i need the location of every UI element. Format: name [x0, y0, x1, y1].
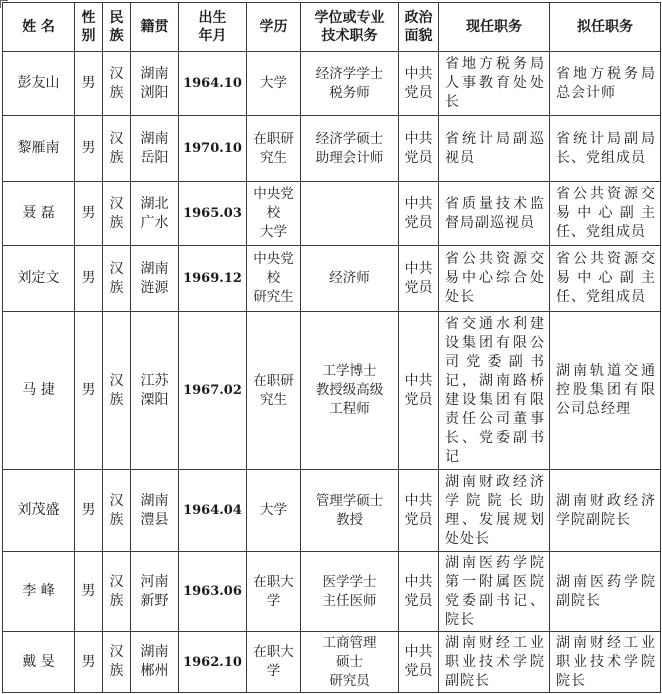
cell-origin: 湖南 澧县	[131, 470, 179, 552]
cell-origin: 湖南 浏阳	[131, 52, 179, 116]
cell-origin: 河南 新野	[131, 552, 179, 632]
header-row	[3, 3, 661, 52]
cell-politics: 中共 党员	[399, 312, 439, 470]
cell-ethnicity: 汉 族	[103, 470, 131, 552]
cell-degree: 工学博士 教授级高级 工程师	[301, 312, 399, 470]
table-body	[3, 52, 661, 693]
table-row	[3, 312, 661, 470]
cell-gender: 男	[75, 116, 103, 182]
table-row	[3, 52, 661, 116]
cell-education: 中央党 校 大学	[247, 182, 301, 246]
table-row	[3, 552, 661, 632]
cell-name: 戴 旻	[3, 632, 75, 693]
table-row	[3, 246, 661, 312]
cell-ethnicity: 汉 族	[103, 246, 131, 312]
cell-degree: 管理学硕士 教授	[301, 470, 399, 552]
cell-proposed-post: 湖南财政经济学院副院长	[550, 470, 661, 552]
header-ethnicity: 民 族	[103, 3, 131, 52]
cell-current-post: 湖南医药学院第一附属医院党委副书记、院长	[439, 552, 550, 632]
cell-ethnicity: 汉 族	[103, 52, 131, 116]
cell-degree: 工商管理 硕士 研究员	[301, 632, 399, 693]
cell-birth: 1963.06	[179, 552, 247, 632]
table-row	[3, 632, 661, 693]
cell-politics: 中共 党员	[399, 552, 439, 632]
personnel-table	[2, 2, 661, 693]
header-name: 姓 名	[3, 3, 75, 52]
cell-politics: 中共 党员	[399, 52, 439, 116]
cell-degree: 经济学硕士 助理会计师	[301, 116, 399, 182]
cell-degree: 经济师	[301, 246, 399, 312]
cell-gender: 男	[75, 312, 103, 470]
cell-gender: 男	[75, 182, 103, 246]
cell-degree: 医学学士 主任医师	[301, 552, 399, 632]
cell-proposed-post: 省公共资源交易中心副主任、党组成员	[550, 246, 661, 312]
table-row	[3, 470, 661, 552]
cell-name: 聂 磊	[3, 182, 75, 246]
cell-origin: 江苏 溧阳	[131, 312, 179, 470]
cell-proposed-post: 省统计局副局长、党组成员	[550, 116, 661, 182]
cell-politics: 中共 党员	[399, 116, 439, 182]
cell-birth: 1970.10	[179, 116, 247, 182]
cell-politics: 中共 党员	[399, 470, 439, 552]
cell-gender: 男	[75, 632, 103, 693]
cell-politics: 中共 党员	[399, 182, 439, 246]
cell-origin: 湖北 广水	[131, 182, 179, 246]
cell-birth: 1962.10	[179, 632, 247, 693]
cell-education: 在职大 学	[247, 552, 301, 632]
cell-proposed-post: 省地方税务局总会计师	[550, 52, 661, 116]
cell-origin: 湖南 涟源	[131, 246, 179, 312]
cell-gender: 男	[75, 246, 103, 312]
table-row	[3, 116, 661, 182]
cell-education: 在职研 究生	[247, 116, 301, 182]
cell-name: 彭友山	[3, 52, 75, 116]
cell-birth: 1964.04	[179, 470, 247, 552]
header-current-post: 现任职务	[439, 3, 550, 52]
cell-degree: 经济学学士 税务师	[301, 52, 399, 116]
cell-current-post: 湖南财经工业职业技术学院副院长	[439, 632, 550, 693]
cell-ethnicity: 汉 族	[103, 116, 131, 182]
header-education: 学历	[247, 3, 301, 52]
cell-gender: 男	[75, 552, 103, 632]
cell-education: 中央党 校 研究生	[247, 246, 301, 312]
cell-name: 刘茂盛	[3, 470, 75, 552]
cell-name: 刘定文	[3, 246, 75, 312]
cell-education: 在职研 究生	[247, 312, 301, 470]
cell-birth: 1967.02	[179, 312, 247, 470]
cell-politics: 中共 党员	[399, 246, 439, 312]
cell-education: 在职大 学	[247, 632, 301, 693]
table-row	[3, 182, 661, 246]
cell-current-post: 湖南财政经济学院院长助理、发展规划处处长	[439, 470, 550, 552]
header-gender: 性 别	[75, 3, 103, 52]
cell-current-post: 省质量技术监督局副巡视员	[439, 182, 550, 246]
cell-politics: 中共 党员	[399, 632, 439, 693]
cell-ethnicity: 汉 族	[103, 182, 131, 246]
header-origin: 籍贯	[131, 3, 179, 52]
cell-current-post: 省交通水利建设集团有限公司党委副书记，湖南路桥建设集团有限责任公司董事长、党委副书记	[439, 312, 550, 470]
cell-current-post: 省统计局副巡视员	[439, 116, 550, 182]
cell-education: 大学	[247, 470, 301, 552]
cell-origin: 湖南 岳阳	[131, 116, 179, 182]
cell-gender: 男	[75, 470, 103, 552]
cell-proposed-post: 湖南轨道交通控股集团有限公司总经理	[550, 312, 661, 470]
header-politics: 政治 面貌	[399, 3, 439, 52]
header-degree: 学位或专业 技术职务	[301, 3, 399, 52]
cell-ethnicity: 汉 族	[103, 552, 131, 632]
cell-current-post: 省公共资源交易中心综合处处长	[439, 246, 550, 312]
cell-proposed-post: 湖南财经工业职业技术学院院长	[550, 632, 661, 693]
header-birth: 出生 年月	[179, 3, 247, 52]
cell-degree	[301, 182, 399, 246]
cell-name: 黎雁南	[3, 116, 75, 182]
cell-birth: 1965.03	[179, 182, 247, 246]
cell-ethnicity: 汉 族	[103, 632, 131, 693]
cell-origin: 湖南 郴州	[131, 632, 179, 693]
header-proposed-post: 拟任职务	[550, 3, 661, 52]
cell-birth: 1964.10	[179, 52, 247, 116]
cell-name: 马 捷	[3, 312, 75, 470]
cell-gender: 男	[75, 52, 103, 116]
cell-proposed-post: 省公共资源交易中心副主任、党组成员	[550, 182, 661, 246]
cell-current-post: 省地方税务局人事教育处处长	[439, 52, 550, 116]
cell-birth: 1969.12	[179, 246, 247, 312]
cell-education: 大学	[247, 52, 301, 116]
cell-name: 李 峰	[3, 552, 75, 632]
cell-proposed-post: 湖南医药学院副院长	[550, 552, 661, 632]
cell-ethnicity: 汉 族	[103, 312, 131, 470]
